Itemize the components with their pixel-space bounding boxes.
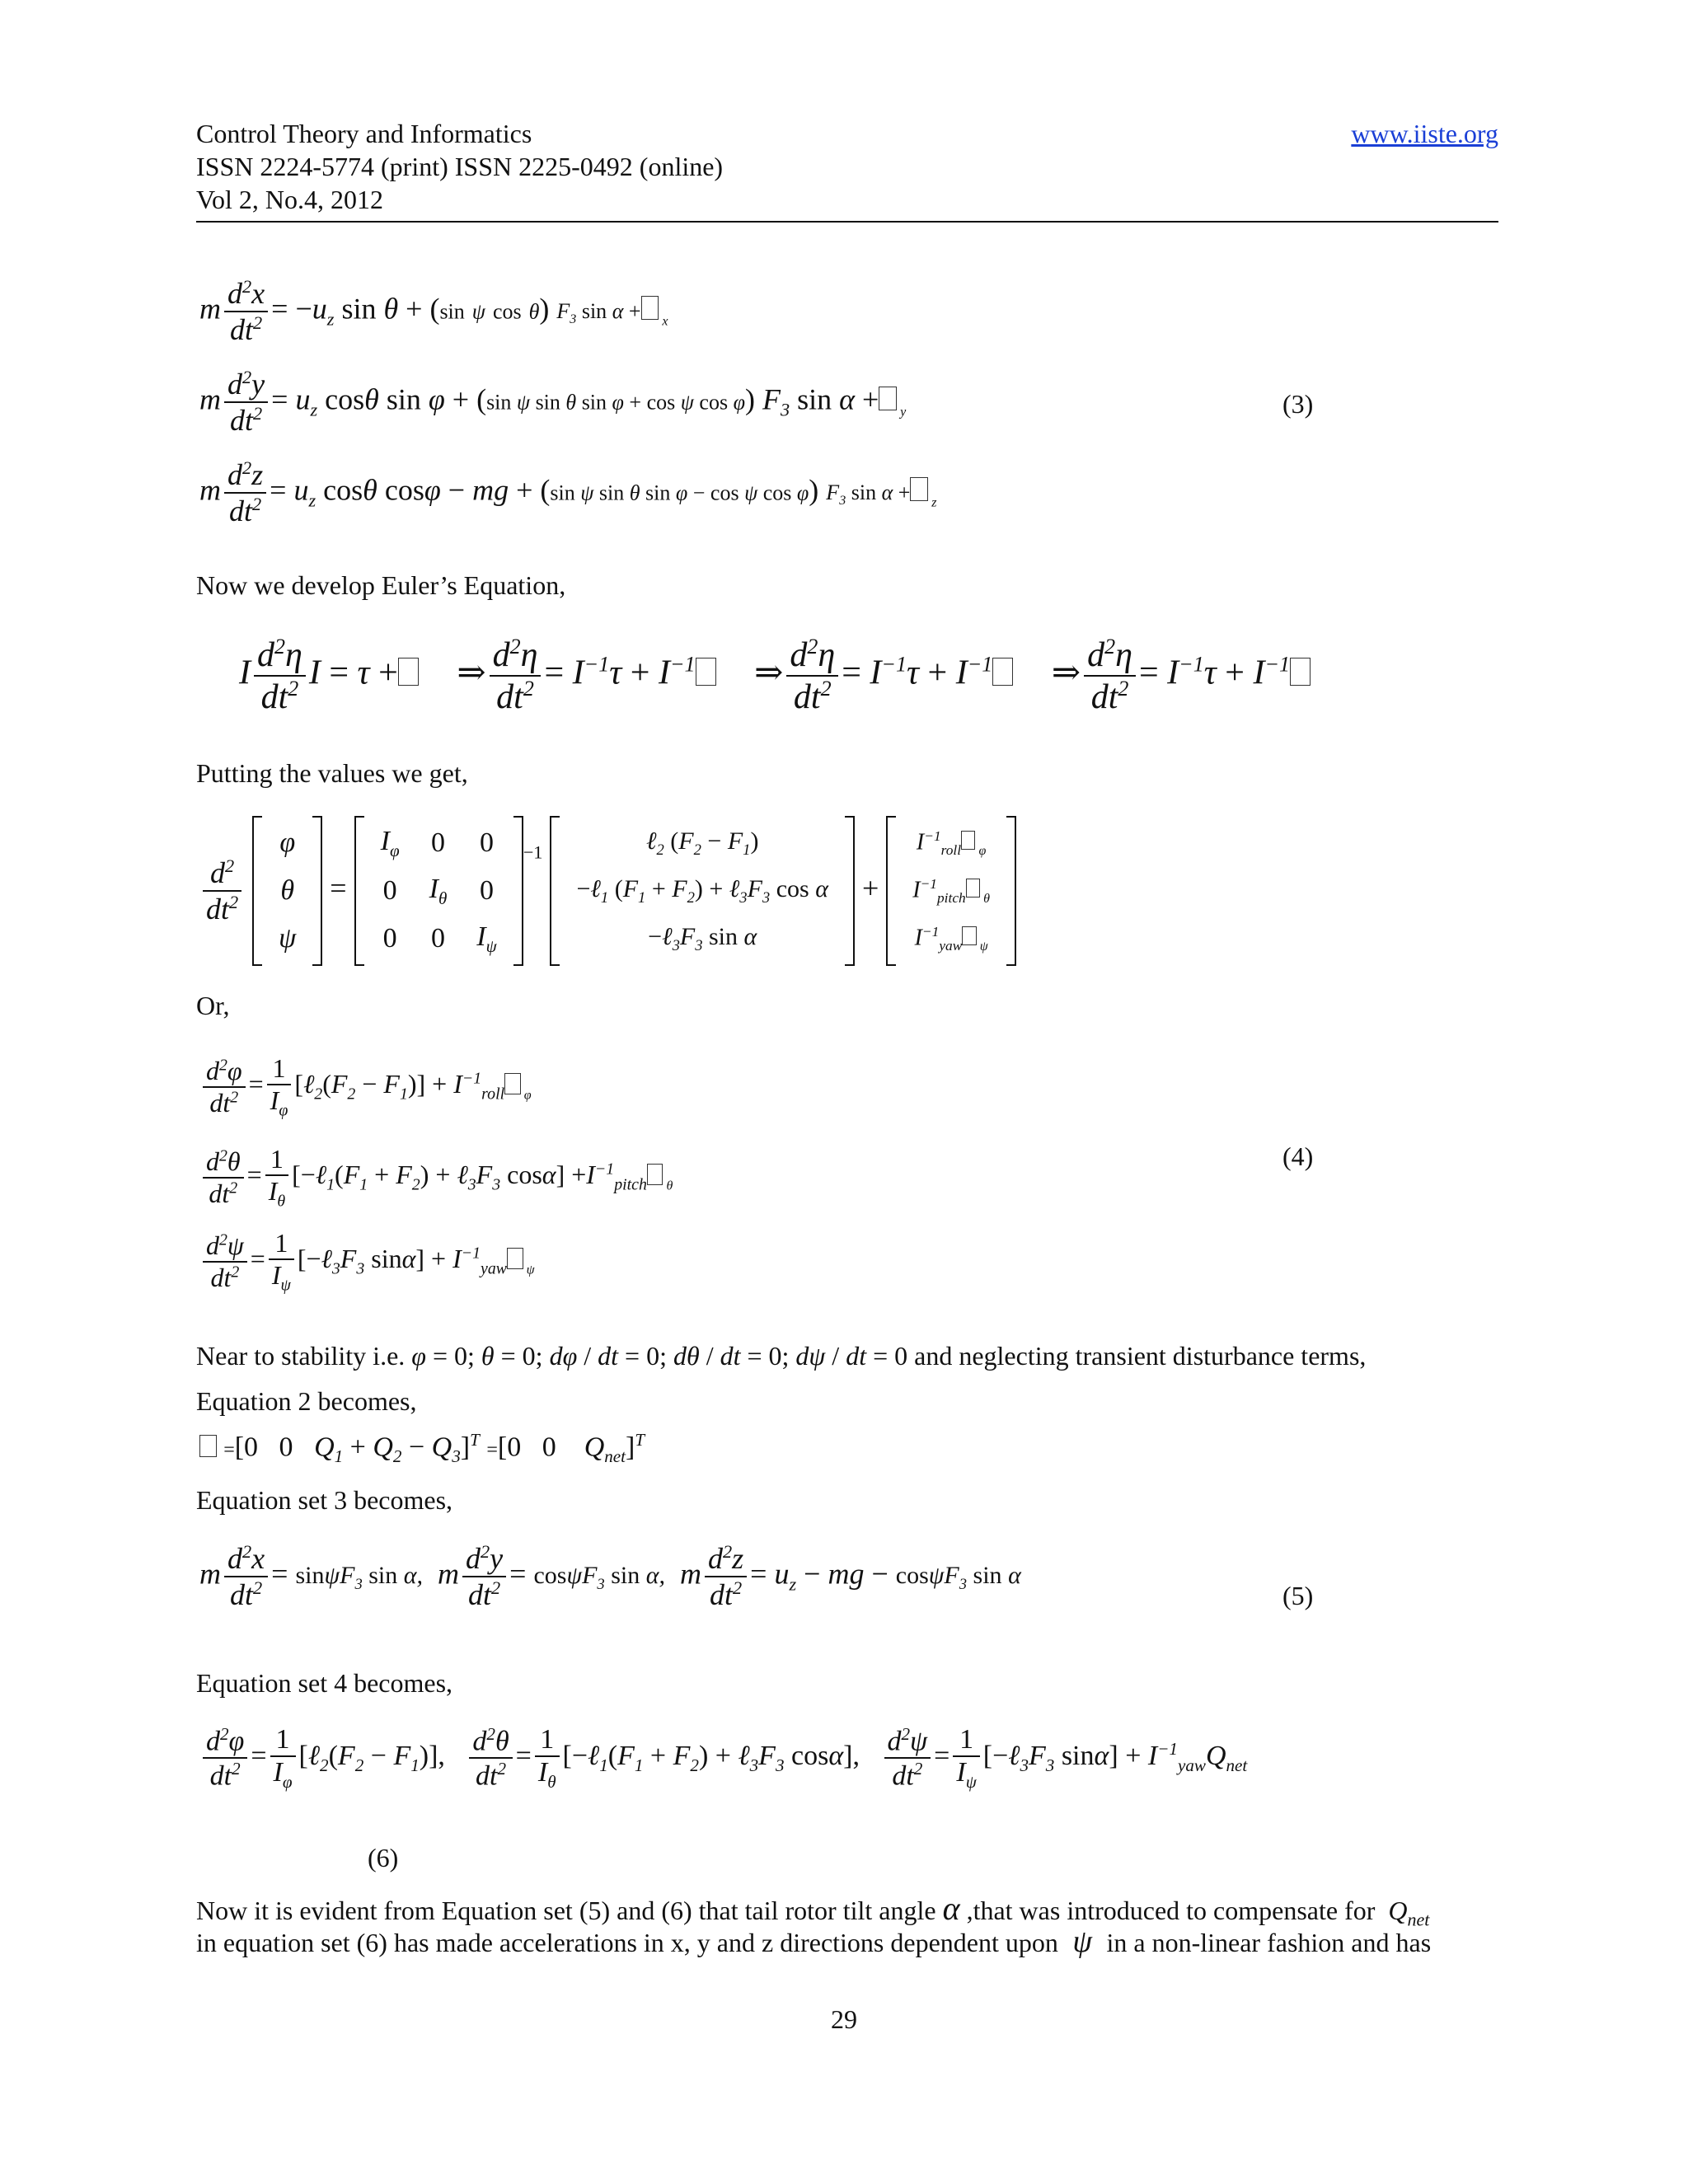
equation-number-5: (5) — [1282, 1581, 1314, 1610]
equation-x-acceleration: m $\frac{d^2x}{dt^2}$ = $-u_z$ sin θ + (sin ψ cos θ) $F_3$ sin α + $_x$ — [199, 276, 668, 346]
equation-torque-vector: =[0 0 $Q_1 + Q_2 - Q_3]^T =[0$ 0 $Q_{net}]^T$ — [199, 1430, 645, 1467]
equation-pitch: $\frac{d^2\theta}{dt^2}$ = $\frac{1}{I_\theta}$ [$-\ell_1(F_1 + F_2)$ + $\ell_3F_3$ $\cos\alpha] +I^{-1}_{pitch}$ $_\theta$ — [199, 1144, 673, 1211]
equation-set-5: m $\frac{d^2x}{dt^2}$ = sinψF$_3$ sin α, m $\frac{d^2y}{dt^2}$ = cosψF$_3$ sin α, m $\frac{d^2z}{dt^2}$ = $u_z$ − mg − cosψF$_3$ sin α — [199, 1541, 1021, 1611]
equation-number-4: (4) — [1282, 1141, 1314, 1171]
paragraph-equation-set-3-becomes: Equation set 3 becomes, — [196, 1485, 453, 1515]
equation-yaw: $\frac{d^2\psi}{dt^2}$ = $\frac{1}{I_\psi}$ [$-\ell_3F_3$ $\sin\alpha] + I^{-1}_{yaw}$ $_\psi$ — [199, 1228, 535, 1295]
paragraph-equation-set-4-becomes: Equation set 4 becomes, — [196, 1668, 453, 1698]
paragraph-equation-2-becomes: Equation 2 becomes, — [196, 1386, 417, 1416]
journal-volume: Vol 2, No.4, 2012 — [196, 185, 383, 214]
equation-matrix-form: $\frac{d^2}{dt^2}$ φ θ ψ = $I_\varphi$ 0 0 0 $I_\theta$ 0 0 0 $I_\psi$ $^{-1}$ ℓ$_2$ $(F_2 - F_1)$ −ℓ$_1$ $(F_1 + F_2)$ + $\ell_3F_3$ cos α $-\ell_3F_3$ sin α + $I^{-1}_{roll}$ $_\varphi$ $I^{-1}_{pitch}$ $_\theta$ $I^{-1}_{yaw}$ $_\psi$ — [199, 816, 1016, 966]
header-rule — [196, 221, 1498, 223]
journal-issn: ISSN 2224-5774 (print) ISSN 2225-0492 (online) — [196, 152, 724, 181]
equation-number-6: (6) — [368, 1843, 399, 1872]
equation-set-6: $\frac{d^2\varphi}{dt^2}$ = $\frac{1}{I_\varphi}$ $[\ell_2(F_2 - F_1)]$, $\frac{d^2\theta}{dt^2}$ = $\frac{1}{I_\theta}$ [$-\ell_1(F_1 + F_2)$ + $\ell_3F_3$ cosα], $\frac{d^2\psi}{dt^2}$ = $\frac{1}{I_\psi}$ [$-\ell_3F_3$ $\sin\alpha] + I^{-1}_{yaw}Q_{net}$ — [199, 1724, 1247, 1793]
paragraph-near-stability: Near to stability i.e. φ = 0; θ = 0; dφ / dt = 0; dθ / dt = 0; dψ / dt = 0 and neglecting transient disturbance terms, — [196, 1341, 1367, 1371]
page-number: 29 — [831, 2004, 857, 2034]
equation-number-3: (3) — [1282, 389, 1314, 419]
inertia-matrix: $I_\varphi$ 0 0 0 $I_\theta$ 0 0 0 $I_\psi$ — [354, 816, 523, 966]
equation-roll: $\frac{d^2\varphi}{dt^2}$ = $\frac{1}{I_\varphi}$ $[\ell_2(F_2 - F_1)] + I^{-1}_{roll}$ $_\varphi$ — [199, 1053, 532, 1120]
paragraph-putting-values: Putting the values we get, — [196, 758, 468, 788]
paragraph-conclusion-line-1: Now it is evident from Equation set (5) and (6) that tail rotor tilt angle α ,that was introduced to compensate for $Q_{net}$ — [196, 1890, 1430, 1930]
journal-title: Control Theory and Informatics — [196, 119, 532, 148]
paragraph-conclusion-line-2: in equation set (6) has made accelerations in x, y and z directions dependent upon ψ in a non-linear fashion and has — [196, 1924, 1432, 1959]
torque-vector: ℓ$_2$ $(F_2 - F_1)$ −ℓ$_1$ $(F_1 + F_2)$ + $\ell_3F_3$ cos α $-\ell_3F_3$ sin α — [550, 816, 854, 966]
equation-euler: I $\frac{d^2\eta}{dt^2}$ I = τ + ⇒ $\frac{d^2\eta}{dt^2}$ = $I^{-1}\tau + I^{-1}$ ⇒ $\frac{d^2\eta}{dt^2}$ = $I^{-1}\tau + I^{-1}$ ⇒ $\frac{d^2\eta}{dt^2}$ = $I^{-1}\tau + I^{-1}$ — [239, 635, 1311, 717]
state-vector: φ θ ψ — [252, 816, 322, 966]
journal-url-link[interactable]: www.iiste.org — [1351, 119, 1498, 148]
disturbance-vector: $I^{-1}_{roll}$ $_\varphi$ $I^{-1}_{pitch}$ $_\theta$ $I^{-1}_{yaw}$ $_\psi$ — [886, 816, 1016, 966]
equation-y-acceleration: m $\frac{d^2y}{dt^2}$ = $u_z$ cosθ sin φ + (sin ψ sin θ sin φ + cos ψ cos φ) $F_3$ sin α + $_y$ — [199, 367, 907, 437]
paragraph-euler-intro: Now we develop Euler’s Equation, — [196, 570, 566, 600]
equation-z-acceleration: m $\frac{d^2z}{dt^2}$ = $u_z$ cosθ cosφ − mg + (sin ψ sin θ sin φ − cos ψ cos φ) $F_3$ sin α + $_z$ — [199, 457, 937, 527]
paragraph-or: Or, — [196, 991, 230, 1020]
